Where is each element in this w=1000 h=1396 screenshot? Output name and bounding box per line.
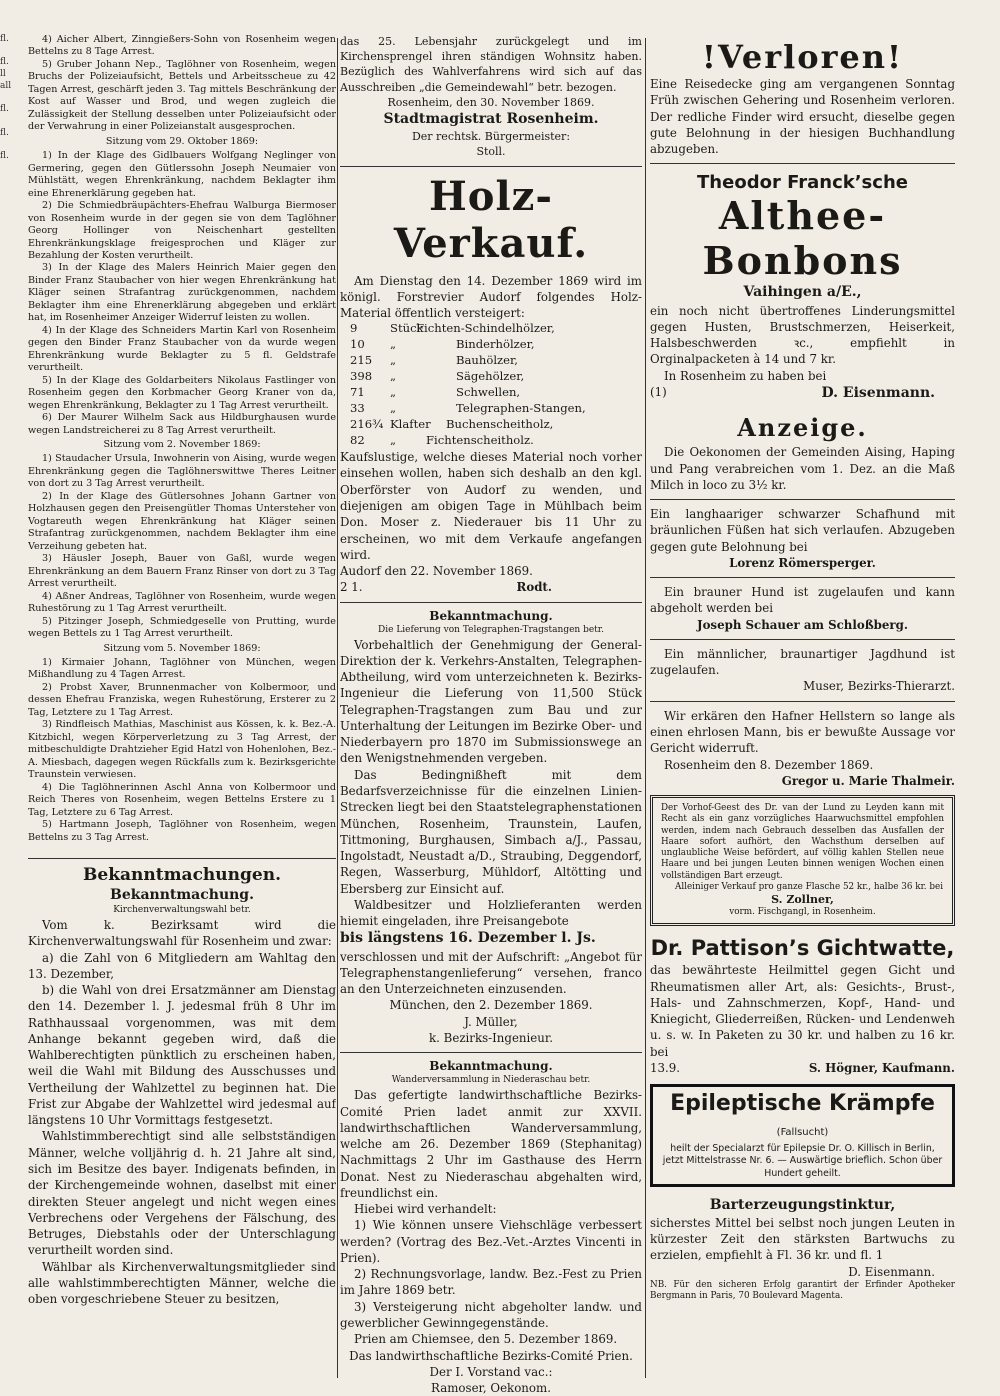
pattison-text: das bewährteste Heilmittel gegen Gicht und Rheumatismen aller Art, als: Gesichts-, Brust-, Hals- und Zahnschmerzen, Kopf-, Hand- und Kniegicht, Gliederreißen, Rücken- und Lendenweh u. s. w. In Paketen zu 30 kr. und halben zu 16 kr. bei xyxy=(650,963,955,1059)
court-entry: 1) Kirmaier Johann, Taglöhner von München, wegen Mißhandlung zu 4 Tagen Arrest. xyxy=(28,656,336,681)
haarwuchs-sub: vorm. Fischgangl, in Rosenheim. xyxy=(729,907,876,918)
epilepsie-title xyxy=(659,1091,946,1141)
bekanntmachung-text: Wahlstimmberechtigt sind alle selbstständigen Männer, welche volljährig d. h. 21 Jahre alt sind, sich im Besitze des bayer. Indigenats befinden, in der Kirchengemeinde wohnen, daselbst mit einer direkten Steuer angelegt und nicht wegen eines Verbrechens oder Vergehens der Fälschung, des Betruges, Diebstahls oder der Unterschlagung verurtheilt worden sind. xyxy=(28,1129,336,1258)
wanderversammlung-date: Prien am Chiemsee, den 5. Dezember 1869. xyxy=(354,1332,618,1347)
sitzung-heading: Sitzung vom 29. Oktober 1869: xyxy=(105,135,259,147)
pattison-title: Dr. Pattison’s Gichtwatte, xyxy=(650,936,955,961)
epilepsie-text: heilt der Specialarzt für Epilepsie Dr. O. Killisch in Berlin, jetzt Mittelstrasse Nr. 6. — Auswärtige brieflich. Schon über Hundert geheilt. xyxy=(662,1143,943,1179)
holz-unit: Stück xyxy=(390,321,424,336)
sitzung-heading: Sitzung vom 2. November 1869: xyxy=(103,439,261,450)
comite: Das landwirthschaftliche Bezirks-Comité Prien. xyxy=(349,1348,633,1363)
bekanntmachung-text: Wählbar als Kirchenverwaltungsmitglieder sind alle wahlstimmberechtigten Männer, welche die oben vorgeschriebene Steuer zu besitzen, xyxy=(28,1259,336,1307)
bekanntmachung-title: Bekanntmachung. xyxy=(110,887,254,903)
telegraph-deadline: bis längstens 16. Dezember l. Js. xyxy=(340,930,596,947)
divider xyxy=(340,166,642,167)
wanderversammlung-item: 1) Wie können unsere Viehschläge verbessert werden? (Vortrag des Bez.-Vet.-Arztes Vincenti in Prien). xyxy=(340,1218,642,1265)
bekanntmachung-subject: Wanderversammlung in Niederaschau betr. xyxy=(391,1075,591,1086)
telegraph-text: verschlossen und mit der Aufschrift: „Angebot für Telegraphenstangenlieferung“ versehen, franco an den Unterzeichneten einzusenden. xyxy=(340,949,642,997)
althee-rosenheim: In Rosenheim zu haben bei xyxy=(664,368,827,383)
anzeige-text: Die Oekonomen der Gemeinden Aising, Haping und Pang verabreichen vom 1. Dez. an die Maß Milch in loco zu 3½ kr. xyxy=(650,445,955,492)
bekanntmachung-subject: Kirchenverwaltungswahl betr. xyxy=(113,905,251,915)
jagdhund-text: Ein männlicher, braunartiger Jagdhund ist zugelaufen. xyxy=(650,646,955,678)
holz-type: Fichten-Schindelhölzer, xyxy=(416,321,555,336)
bekanntmachung-subject: Die Lieferung von Telegraphen-Tragstangen betr. xyxy=(378,624,604,635)
holz-qty: 398 xyxy=(350,369,373,384)
holz-type: Telegraphen-Stangen, xyxy=(456,401,586,416)
wahl-date: Rosenheim, den 30. November 1869. xyxy=(387,95,595,109)
holz-unit: Klafter xyxy=(390,417,431,432)
holz-unit: „ xyxy=(390,369,397,384)
holz-qty: 82 xyxy=(350,433,365,448)
column-rule-2 xyxy=(645,38,646,1378)
anzeige-title: Anzeige. xyxy=(737,413,868,443)
holz-intro: Am Dienstag den 14. Dezember 1869 wird im königl. Forstrevier Audorf folgendes Holz-Material öffentlich versteigert: xyxy=(340,273,642,321)
holz-type: Bauhölzer, xyxy=(456,353,518,368)
bekanntmachung-text: a) die Zahl von 6 Mitgliedern am Wahltag den 13. Dezember, xyxy=(28,950,336,981)
holz-qty: 9 xyxy=(350,321,358,336)
haarwuchs-text: Der Vorhof-Geest des Dr. van der Lund zu Leyden kann mit Recht als ein ganz vorzügliches Haarwuchsmittel empfohlen werden, indem nach Gebrauch desselben das Ausfallen der Haare sofort aufhört, den Wachsthum derselben auf unglaubliche Weise befördert, auf völlig kahlen Stellen neue Haare und bei jungen Leuten binnen wenigen Wochen einen vollständigen Bart erzeugt. xyxy=(661,803,944,881)
holz-date: Audorf den 22. November 1869. xyxy=(340,564,533,579)
sitzung-heading: Sitzung vom 5. November 1869: xyxy=(103,642,261,654)
epilepsie-paren: (Fallsucht) xyxy=(776,1127,829,1139)
bart-text: sicherstes Mittel bei selbst noch jungen Leuten in kürzester Zeit den stärksten Bartwuchs zu erzielen, empfiehlt à Fl. 36 kr. und fl. 1 xyxy=(650,1215,955,1263)
wahl-continued-text: das 25. Lebensjahr zurückgelegt und im Kirchensprengel ihren ständigen Wohnsitz haben. Bezüglich des Wahlverfahrens wird sich auf das Ausschreiben „die Gemeindewahl“ betr. bezogen. xyxy=(340,35,642,94)
court-entry: 2) Probst Xaver, Brunnenmacher von Kolbermoor, und dessen Ehefrau Franziska, wegen Ruhestörung, Ersterer zu 2 Tag, Letztere zu 1 Tag Arrest. xyxy=(28,681,336,718)
hafner-signature: Gregor u. Marie Thalmeir. xyxy=(781,773,955,788)
holz-signature: Rodt. xyxy=(516,580,552,595)
divider xyxy=(650,163,955,164)
bekanntmachung-text: b) die Wahl von drei Ersatzmänner am Dienstag den 14. Dezember l. J. jedesmal früh 8 Uhr im Rathhaussaal vorgenommen, was mit dem Anhange bekannt gegeben wird, daß die Wahlberechtigten pünktlich zu erscheinen haben, weil die Wahl mit Bildung des Ausschusses und Vertheilung der Wahlzettel zu beginnen hat. Die Frist zur Abgabe der Wahlzettel wird jedesmal auf längstens 10 Uhr Vormittags festgesetzt. xyxy=(28,983,336,1128)
althee-signature-row xyxy=(650,384,955,403)
hafner-text: Wir erkären den Hafner Hellstern so lange als einen ehrlosen Mann, bis er bewußte Aussage vor Gericht widerruft. xyxy=(650,708,955,756)
hafner-date: Rosenheim den 8. Dezember 1869. xyxy=(664,757,874,772)
bekanntmachung-title: Bekanntmachung. xyxy=(429,1059,553,1074)
holz-type: Schwellen, xyxy=(456,385,521,400)
wanderversammlung-item: 2) Rechnungsvorlage, landw. Bez.-Fest zu Prien im Jahre 1869 betr. xyxy=(340,1267,642,1298)
wanderversammlung-item: 3) Versteigerung nicht abgeholter landw. und gewerblicher Gewinngegenstände. xyxy=(340,1299,642,1330)
column-rule-1 xyxy=(337,38,338,1378)
court-entry: 5) Hartmann Joseph, Taglöhner von Rosenheim, wegen Bettelns zu 3 Tag Arrest. xyxy=(28,819,336,843)
court-entry: 4) Aicher Albert, Zinngießers-Sohn von Rosenheim wegen Bettelns zu 8 Tage Arrest. xyxy=(28,34,336,58)
divider xyxy=(650,577,955,578)
telegraph-date: München, den 2. Dezember 1869. xyxy=(389,998,593,1013)
holz-unit: „ xyxy=(390,337,397,352)
franck-heading: Theodor Franck’sche xyxy=(697,172,908,194)
holz-number: 2 1. xyxy=(340,580,363,595)
court-entry: 6) Der Maurer Wilhelm Sack aus Hildburghausen wurde wegen Landstreicherei zu 8 Tag Arrest verurtheilt. xyxy=(28,412,336,436)
holz-type: Fichtenscheitholz. xyxy=(426,433,534,448)
holz-signature-row xyxy=(340,579,642,595)
divider xyxy=(340,602,642,603)
brauner-hund-signature: Joseph Schauer am Schloßberg. xyxy=(696,617,908,632)
left-edge-fragments: fl. fl. ll all fl. fl. fl. xyxy=(0,34,12,161)
court-entry: 5) Pitzinger Joseph, Schmiedgeselle von Prutting, wurde wegen Bettels zu 1 Tag Arrest verurtheilt. xyxy=(28,615,336,640)
holz-unit: „ xyxy=(390,353,397,368)
holz-unit: „ xyxy=(390,385,397,400)
haarwuchs-box xyxy=(650,795,955,926)
divider xyxy=(650,639,955,640)
holz-type: Buchenscheitholz, xyxy=(446,417,554,432)
court-entry: 3) Häusler Joseph, Bauer von Gaßl, wurde wegen Ehrenkränkung an dem Bauern Franz Rinser von dort zu 3 Tag Arrest verurtheilt. xyxy=(28,553,336,590)
column-2 xyxy=(340,34,642,1396)
telegraph-role: k. Bezirks-Ingenieur. xyxy=(429,1031,553,1045)
holz-qty: 216¾ xyxy=(350,417,384,432)
althee-title: Althee-Bonbons xyxy=(702,193,903,284)
stoll-signature: Stoll. xyxy=(476,145,506,159)
telegraph-text: Das Bedingnißheft mit dem Bedarfsverzeichnisse für die einzelnen Linien-Strecken liegt bei den Staatstelegraphenstationen München, Rosenheim, Traunstein, Laufen, Tittmoning, Burghausen, Simbach a/J., Passau, Ingolstadt, Neustadt a/D., Straubing, Deggendorf, Regen, Wasserburg, Mühldorf, Altötting und Ebersberg zur Einsicht auf. xyxy=(340,767,642,896)
holz-type: Binderhölzer, xyxy=(456,337,535,352)
column-1 xyxy=(28,34,336,1307)
holz-table xyxy=(340,321,642,449)
brauner-hund-text: Ein brauner Hund ist zugelaufen und kann abgeholt werden bei xyxy=(650,585,955,616)
verloren-text: Eine Reisedecke ging am vergangenen Sonntag Früh zwischen Gehering und Rosenheim verloren. Der redliche Finder wird ersucht, dieselbe gegen gute Belohnung in der hiesigen Buchhandlung abzugeben. xyxy=(650,77,955,157)
bekanntmachungen-title: Bekanntmachungen. xyxy=(83,865,281,885)
bekanntmachung-text: Vom k. Bezirksamt wird die Kirchenverwaltungswahl für Rosenheim und zwar: xyxy=(28,918,336,949)
divider xyxy=(650,701,955,702)
holz-text: Kaufslustige, welche dieses Material noch vorher einsehen wollen, haben sich deshalb an den kgl. Oberförster von Audorf zu wenden, und diejenigen am obigen Tage in Mühlbach beim Don. Moser z. Niederauer bis 11 Uhr zu erscheinen, wo mit dem Verkaufe angefangen wird. xyxy=(340,450,642,562)
column-3 xyxy=(650,34,955,1302)
telegraph-name: J. Müller, xyxy=(464,1014,518,1029)
bart-signature: D. Eisenmann. xyxy=(848,1264,935,1279)
haarwuchs-sale: Alleiniger Verkauf pro ganze Flasche 52 kr., halbe 36 kr. bei xyxy=(675,881,944,892)
court-entry: 5) Gruber Johann Nep., Taglöhner von Rosenheim, wegen Bruchs der Polizeiaufsicht, Bettels und Arbeitsscheue zu 42 Tagen Arrest, geschärft jeden 3. Tag mittels Beschränkung der Kost auf Wasser und Brod, und wegen zugleich die Zulässigkeit der Stellung desselben unter Polizeiaufsicht oder der Verwahrung in einer Polizeianstalt ausgesprochen. xyxy=(28,58,336,133)
bekanntmachung-title: Bekanntmachung. xyxy=(429,608,553,623)
court-entry: 1) Staudacher Ursula, Inwohnerin von Aising, wurde wegen Ehrenkränkung gegen die Taglöhnerswittwe Theres Leitner von dort zu 3 Tag Arrest verurtheilt. xyxy=(28,453,336,490)
holz-unit: „ xyxy=(390,401,397,416)
court-entry: 4) Die Taglöhnerinnen Aschl Anna von Kolbermoor und Reich Theres von Rosenheim, wegen Bettelns Erstere zu 1 Tag, Letztere zu 6 Tag Arrest. xyxy=(28,781,336,818)
court-entry: 5) In der Klage des Goldarbeiters Nikolaus Fastlinger von Rosenheim gegen den Korbmacher Georg Kraner von da, wegen Ehrenkränkung, Beklagter zu 1 Tag Arrest verurtheilt. xyxy=(28,374,336,411)
pattison-number: 13.9. xyxy=(650,1060,681,1075)
vaihingen: Vaihingen a/E., xyxy=(743,284,862,301)
court-entry: 4) Aßner Andreas, Taglöhner von Rosenheim, wurde wegen Ruhestörung zu 1 Tag Arrest verurtheilt. xyxy=(28,590,336,615)
holz-qty: 10 xyxy=(350,337,365,352)
schafhund-signature: Lorenz Römersperger. xyxy=(729,555,876,570)
haarwuchs-signature: S. Zollner, xyxy=(771,893,834,907)
stadtmagistrat: Stadtmagistrat Rosenheim. xyxy=(383,110,599,127)
wanderversammlung-verhandelt: Hiebei wird verhandelt: xyxy=(354,1202,497,1217)
vorstand: Der I. Vorstand vac.: xyxy=(429,1364,553,1379)
bart-title: Barterzeugungstinktur, xyxy=(709,1196,896,1213)
pattison-signature-row xyxy=(650,1060,955,1076)
court-entry: 2) In der Klage des Gütlersohnes Johann Gartner von Holzhausen gegen den Preisengütler Thomas Untersteher von Vogtareuth wegen Ehrenkränkung hat Kläger seinen Strafantrag zurückgenommen, nachdem Beklagter ihm eine Verzeihung gebeten hat. xyxy=(28,490,336,552)
divider xyxy=(650,499,955,500)
court-entry: 3) Rindfleisch Mathias, Maschinist aus Kössen, k. k. Bez.-A. Kitzbichl, wegen Körperverletzung zu 3 Tag Arrest, der mitbeschuldigte Drahtzieher Egid Hatzl von Hohenlohen, Bez.-A. Miesbach, dagegen wegen Rückfalls zum k. Bezirksgerichte Traunstein verwiesen. xyxy=(28,719,336,781)
holz-type: Sägehölzer, xyxy=(456,369,525,384)
court-entry: 4) In der Klage des Schneiders Martin Karl von Rosenheim gegen den Binder Franz Staubacher von da wurde wegen Ehrenkränkung wurde Beklagter zu 5 fl. Geldstrafe verurtheilt. xyxy=(28,324,336,374)
court-entry: 1) In der Klage des Gidlbauers Wolfgang Neglinger von Germering, gegen den Gütlerssohn Joseph Neumaier von Mühlstätt, wegen Ehrenkränkung, nachdem Beklagter ihm eine Ehrenerklärung gegeben hat. xyxy=(28,150,336,199)
verloren-title: !Verloren! xyxy=(701,38,904,76)
divider xyxy=(28,858,336,859)
court-entry: 2) Die Schmiedbräupächters-Ehefrau Walburga Biermoser von Rosenheim wurde in der gegen sie von dem Taglöhner Georg Hollinger von Neischenhart gestellten Ehrenkränkungsklage freigesprochen und Kläger zur Bezahlung der Kosten verurtheilt. xyxy=(28,200,336,261)
holz-qty: 215 xyxy=(350,353,373,368)
schafhund-text: Ein langhaariger schwarzer Schafhund mit bräunlichen Füßen hat sich verlaufen. Abzugeben gegen gute Belohnung bei xyxy=(650,507,955,554)
buergermeister: Der rechtsk. Bürgermeister: xyxy=(411,130,571,144)
wanderversammlung-signature: Ramoser, Oekonom. xyxy=(431,1381,551,1396)
holz-qty: 71 xyxy=(350,385,365,400)
holz-unit: „ xyxy=(390,433,397,448)
epilepsie-box xyxy=(650,1084,955,1187)
althee-number: (1) xyxy=(650,384,667,399)
althee-signature: D. Eisenmann. xyxy=(821,384,935,401)
bart-nb: NB. Für den sicheren Erfolg garantirt der Erfinder Apotheker Bergmann in Paris, 70 Boulevard Magenta. xyxy=(650,1279,955,1302)
holz-verkauf-title: Holz-Verkauf. xyxy=(393,172,589,267)
jagdhund-signature: Muser, Bezirks-Thierarzt. xyxy=(803,679,955,694)
althee-text: ein noch nicht übertroffenes Linderungsmittel gegen Husten, Brustschmerzen, Heiserkeit, Halsbeschwerden ꝛc., empfiehlt in Orginalpacketen à 14 und 7 kr. xyxy=(650,303,955,367)
telegraph-text: Waldbesitzer und Holzlieferanten werden hiemit eingeladen, ihre Preisangebote xyxy=(340,897,642,929)
divider xyxy=(340,1052,642,1053)
wanderversammlung-text: Das gefertigte landwirthschaftliche Bezirks-Comité Prien ladet anmit zur XXVII. landwirthschaftlichen Wanderversammlung, welche am 26. Dezember 1869 (Stephanitag) Nachmittags 2 Uhr im Gasthause des Herrn Donat. Nest zu Niederaschau abgehalten wird, freundlichst ein. xyxy=(340,1088,642,1200)
epilepsie-title-text: Epileptische Krämpfe xyxy=(670,1091,935,1117)
telegraph-text: Vorbehaltlich der Genehmigung der General-Direktion der k. Verkehrs-Anstalten, Telegraphen-Abtheilung, wird vom unterzeichneten k. Bezirks-Ingenieur die Lieferung von 11,500 Stück Telegraphen-Tragstangen zum Bau und zur Unterhaltung der Leitungen im Bezirke Ober- und Niederbayern pro 1870 im Submissionswege an den Wenigstnehmenden vergeben. xyxy=(340,637,642,766)
holz-qty: 33 xyxy=(350,401,365,416)
court-entry: 3) In der Klage des Malers Heinrich Maier gegen den Binder Franz Staubacher von hier wegen Ehrenkränkung hat Kläger seinen Strafantrag zurückgenommen, nachdem Beklagter ihm eine Ehrenerklärung abgegeben und erklärt hat, im Rosenheimer Anzeiger Widerruf leisten zu wollen. xyxy=(28,262,336,324)
pattison-signature: S. Högner, Kaufmann. xyxy=(808,1060,955,1075)
